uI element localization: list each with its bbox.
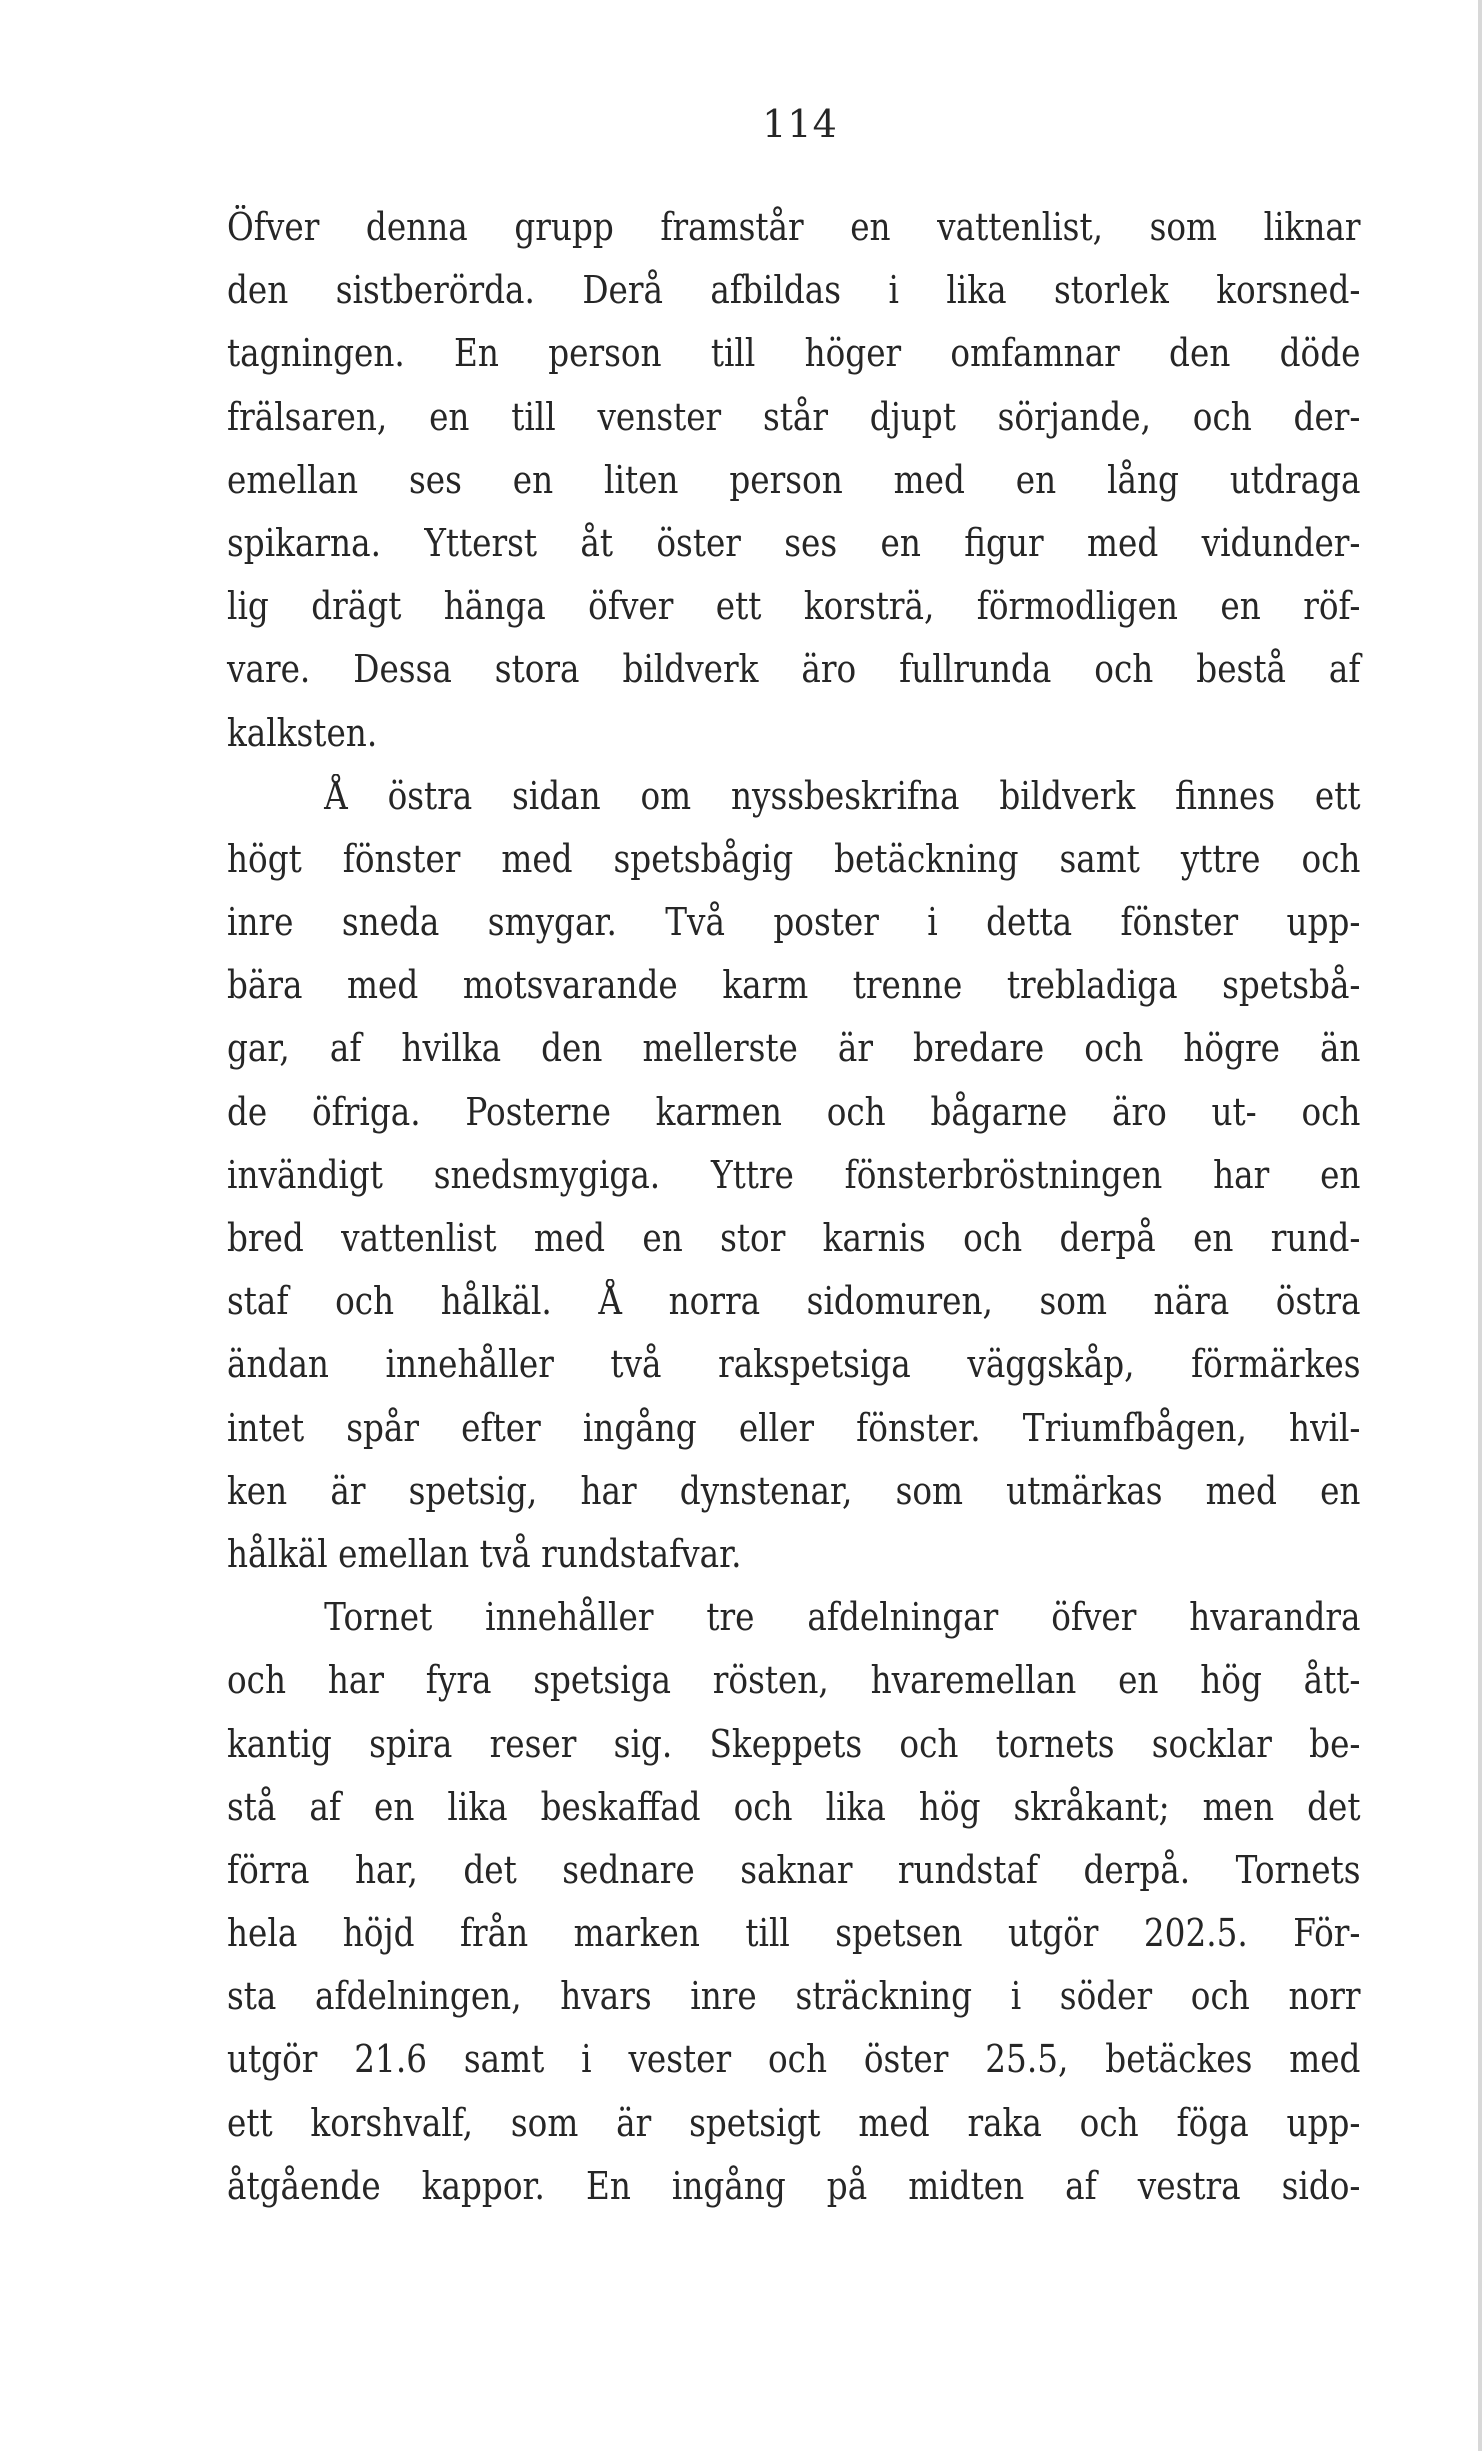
text-line: sta afdelningen, hvars inre sträckning i söder och norr (227, 1974, 1361, 2019)
text-line: vare. Dessa stora bildverk äro fullrunda och bestå af (227, 647, 1361, 692)
text-line: hela höjd från marken till spetsen utgör 202.5. För- (227, 1911, 1361, 1956)
text-line: Å östra sidan om nyssbeskrifna bildverk finnes ett (324, 773, 1361, 818)
text-line: bära med motsvarande karm trenne trebladiga spetsbå- (227, 963, 1361, 1008)
text-line: kalksten. (227, 710, 378, 755)
text-line: spikarna. Ytterst åt öster ses en figur med vidunder- (227, 520, 1361, 565)
text-line: utgör 21.6 samt i vester och öster 25.5, betäckes med (227, 2037, 1361, 2082)
text-line: invändigt snedsmygiga. Yttre fönsterbröstningen har en (227, 1152, 1361, 1197)
text-line: lig drägt hänga öfver ett korsträ, förmodligen en röf- (227, 584, 1361, 629)
text-line: ett korshvalf, som är spetsigt med raka och föga upp- (227, 2100, 1361, 2145)
text-line: gar, af hvilka den mellerste är bredare och högre än (227, 1026, 1361, 1071)
text-line: bred vattenlist med en stor karnis och derpå en rund- (227, 1216, 1361, 1260)
text-line: och har fyra spetsiga rösten, hvaremellan en hög ått- (227, 1658, 1361, 1703)
text-line: staf och hålkäl. Å norra sidomuren, som nära östra (227, 1279, 1361, 1324)
text-line: ändan innehåller två rakspetsiga väggskåp, förmärkes (227, 1342, 1361, 1387)
body-text (227, 196, 1361, 2218)
page-number: 114 (762, 102, 838, 146)
text-line: de öfriga. Posterne karmen och bågarne äro ut- och (227, 1089, 1361, 1134)
page-edge-shadow (1478, 0, 1482, 2451)
text-line: stå af en lika beskaffad och lika hög skråkant; men det (227, 1784, 1361, 1829)
text-line: åtgående kappor. En ingång på midten af vestra sido- (227, 2163, 1361, 2208)
text-line: frälsaren, en till venster står djupt sörjande, och der- (227, 394, 1361, 439)
text-line: förra har, det sednare saknar rundstaf derpå. Tornets (227, 1847, 1361, 1892)
text-line: tagningen. En person till höger omfamnar den döde (227, 331, 1361, 376)
text-line: den sistberörda. Derå afbildas i lika storlek korsned- (227, 268, 1361, 313)
text-line: intet spår efter ingång eller fönster. Triumfbågen, hvil- (227, 1405, 1361, 1450)
text-line: högt fönster med spetsbågig betäckning samt yttre och (227, 836, 1361, 881)
text-line: emellan ses en liten person med en lång utdraga (227, 457, 1361, 502)
text-line: Tornet innehåller tre afdelningar öfver hvarandra (324, 1595, 1361, 1640)
text-line: kantig spira reser sig. Skeppets och tornets socklar be- (227, 1721, 1361, 1766)
text-line: ken är spetsig, har dynstenar, som utmärkas med en (227, 1468, 1361, 1513)
text-line: inre sneda smygar. Två poster i detta fönster upp- (227, 900, 1361, 945)
text-line: hålkäl emellan två rundstafvar. (227, 1531, 742, 1576)
text-line: Öfver denna grupp framstår en vattenlist, som liknar (227, 205, 1361, 249)
